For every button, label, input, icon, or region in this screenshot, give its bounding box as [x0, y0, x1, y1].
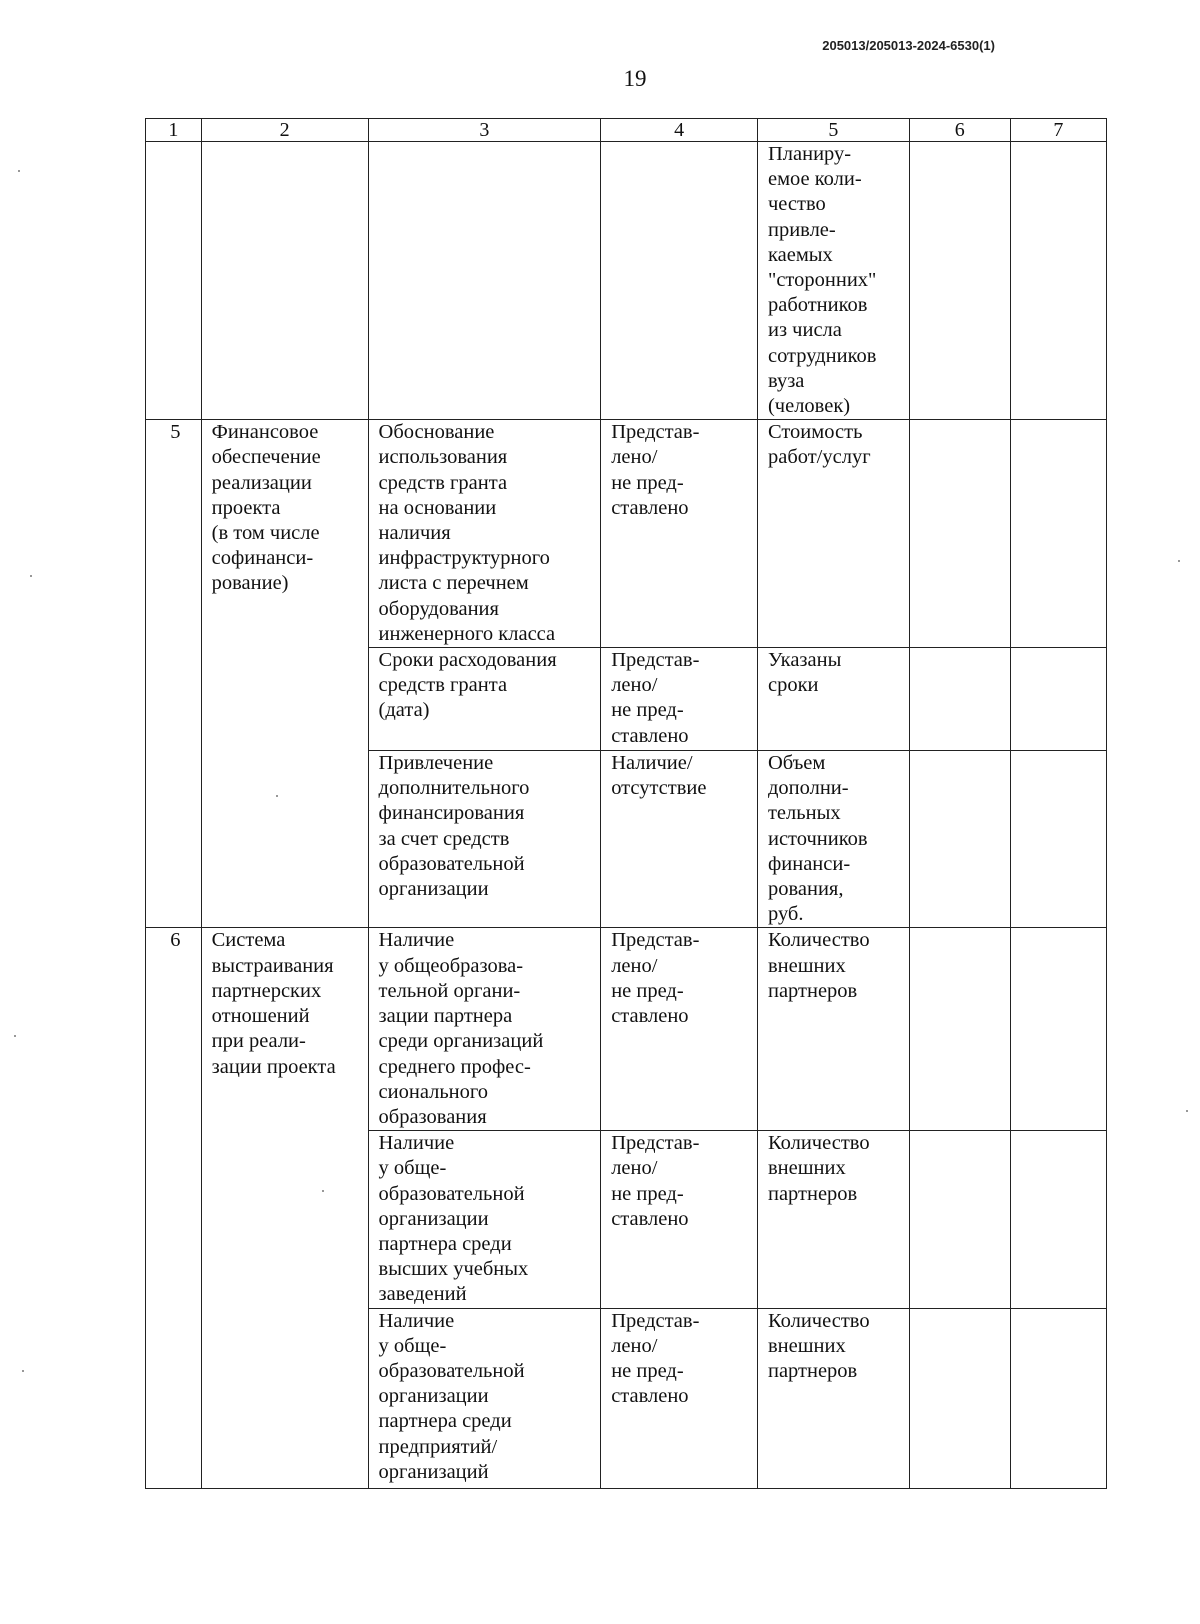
unit-cell: Стоимость работ/услуг: [757, 420, 909, 648]
evaluation-cell: Представ- лено/ не пред- ставлено: [601, 1131, 758, 1308]
score-cell: [1010, 928, 1106, 1131]
table-row: [146, 928, 1107, 1131]
evaluation-cell: Представ- лено/ не пред- ставлено: [601, 420, 758, 648]
unit-cell: Количество внешних партнеров: [757, 1131, 909, 1308]
score-cell: [1010, 751, 1106, 928]
unit-cell: Объем дополни- тельных источников финанси- рования, руб.: [757, 751, 909, 928]
section-number: 6: [146, 928, 202, 1488]
document-id: 205013/205013-2024-6530(1): [822, 38, 995, 53]
unit-cell: Планиру- емое коли- чество привле- каемых "сторонних" работников из числа сотрудников вуза (человек): [757, 142, 909, 420]
score-cell: [1010, 142, 1106, 420]
column-number: 5: [757, 119, 909, 142]
score-cell: [909, 142, 1010, 420]
score-cell: [1010, 1308, 1106, 1488]
evaluation-cell: Представ- лено/ не пред- ставлено: [601, 648, 758, 751]
score-cell: [909, 1131, 1010, 1308]
indicator-cell: Наличие у обще- образовательной организации партнера среди предприятий/ организаций: [368, 1308, 601, 1488]
column-number: 1: [146, 119, 202, 142]
score-cell: [909, 1308, 1010, 1488]
column-number: 6: [909, 119, 1010, 142]
score-cell: [909, 751, 1010, 928]
score-cell: [909, 420, 1010, 648]
score-cell: [1010, 648, 1106, 751]
column-number: 2: [201, 119, 368, 142]
indicator-cell: Сроки расходования средств гранта (дата): [368, 648, 601, 751]
table-cell: [201, 142, 368, 420]
page-number: 19: [623, 66, 647, 91]
indicator-cell: Наличие у обще- образовательной организации партнера среди высших учебных заведений: [368, 1131, 601, 1308]
column-number-row: [146, 119, 1107, 142]
table-cell: [601, 142, 758, 420]
score-cell: [909, 928, 1010, 1131]
indicator-cell: Наличие у общеобразова- тельной органи- зации партнера среди организаций среднего профес- сионального образования: [368, 928, 601, 1131]
unit-cell: Указаны сроки: [757, 648, 909, 751]
score-cell: [909, 648, 1010, 751]
score-cell: [1010, 420, 1106, 648]
criterion-cell: Финансовое обеспечение реализации проекта (в том числе софинанси- рование): [201, 420, 368, 928]
continuation-row: [146, 142, 1107, 420]
column-number: 4: [601, 119, 758, 142]
table-row: [146, 420, 1107, 648]
indicator-cell: Привлечение дополнительного финансирования за счет средств образовательной организации: [368, 751, 601, 928]
evaluation-criteria-table: [145, 118, 1107, 1489]
evaluation-cell: Представ- лено/ не пред- ставлено: [601, 928, 758, 1131]
column-number: 3: [368, 119, 601, 142]
criterion-cell: Система выстраивания партнерских отношений при реали- зации проекта: [201, 928, 368, 1488]
section-number: 5: [146, 420, 202, 928]
indicator-cell: Обоснование использования средств гранта на основании наличия инфраструктурного листа с перечнем оборудования инженерного класса: [368, 420, 601, 648]
unit-cell: Количество внешних партнеров: [757, 928, 909, 1131]
column-number: 7: [1010, 119, 1106, 142]
evaluation-cell: Наличие/ отсутствие: [601, 751, 758, 928]
table-cell: [368, 142, 601, 420]
evaluation-cell: Представ- лено/ не пред- ставлено: [601, 1308, 758, 1488]
unit-cell: Количество внешних партнеров: [757, 1308, 909, 1488]
table-cell: [146, 142, 202, 420]
score-cell: [1010, 1131, 1106, 1308]
